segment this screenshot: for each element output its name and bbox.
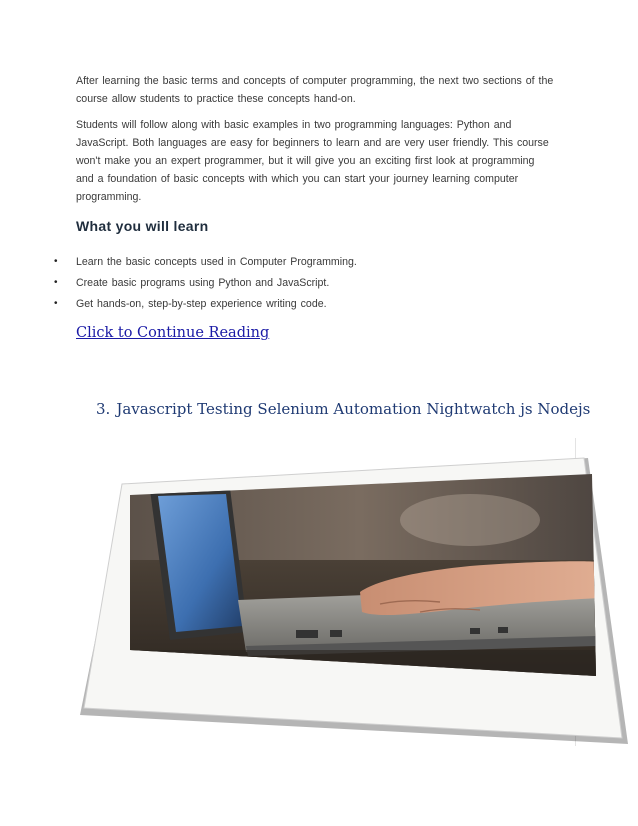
course-number: 3. [96,400,111,418]
bullet-icon: • [54,256,58,267]
list-item-text: Get hands-on, step-by-step experience writing code. [76,298,327,310]
list-item-text: Learn the basic concepts used in Computer Programming. [76,256,357,268]
section-heading: What you will learn [76,218,209,234]
list-item-text: Create basic programs using Python and JavaScript. [76,277,330,289]
continue-reading-link[interactable]: Click to Continue Reading [76,325,270,341]
intro-paragraph: After learning the basic terms and concepts of computer programming, the next two sections of the course allow students to practice these concepts hand-on. [76,75,554,105]
course-title: Javascript Testing Selenium Automation Nightwatch js Nodejs [116,400,591,418]
bullet-icon: • [54,298,58,309]
languages-paragraph: Students will follow along with basic examples in two programming languages: Python and JavaScript. Both languages are easy for beginners to learn and are very user friendly. This course won't make you an expert programmer, but it will give you an exciting first look at programming and a foundation of basic concepts with which you can start your journey learning computer programming. [76,119,549,203]
bullet-icon: • [54,277,58,288]
